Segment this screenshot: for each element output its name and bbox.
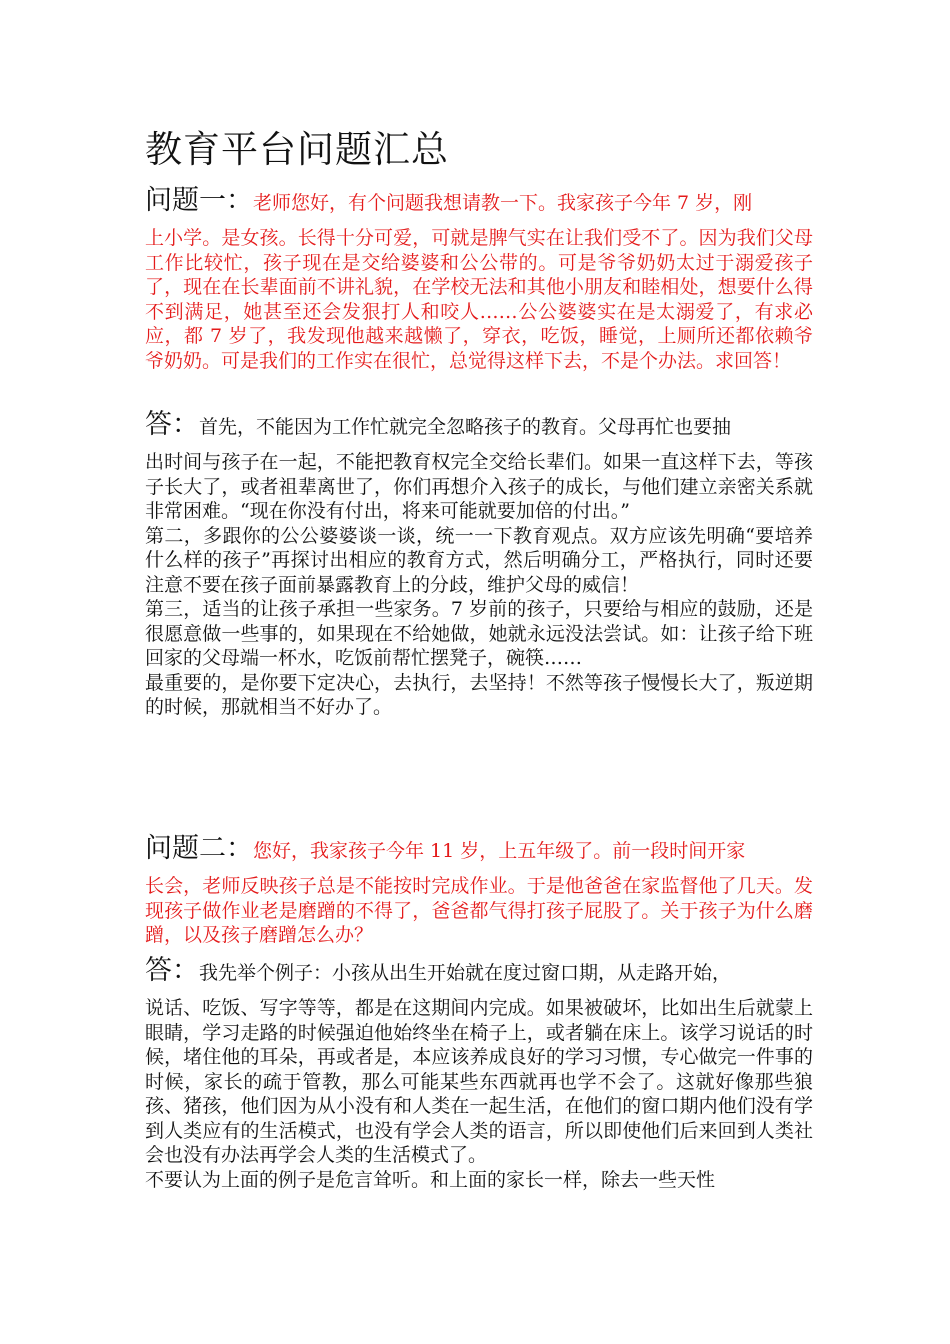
question-1-lead-text: 老师您好，有个问题我想请教一下。我家孩子今年 7 岁，刚 [253, 192, 753, 214]
question-1-label: 问题一： [145, 185, 253, 216]
answer-2-lead-text: 我先举个例子：小孩从出生开始就在度过窗口期，从走路开始， [199, 962, 732, 984]
page-title: 教育平台问题汇总 [145, 128, 449, 171]
question-2 [145, 834, 813, 948]
answer-1-lead-text: 首先，不能因为工作忙就完全忽略孩子的教育。父母再忙也要抽 [199, 416, 732, 438]
answer-2-paragraph: 说话、吃饭、写字等等，都是在这期间内完成。如果被破坏，比如出生后就蒙上眼睛，学习走路的时候强迫他始终坐在椅子上，或者躺在床上。该学习说话的时候，堵住他的耳朵，再或者是，本应该养成良好的学习习惯，专心做完一件事的时候，家长的疏于管教，那么可能某些东西就再也学不会了。这就好像那些狼孩、猪孩，他们因为从小没有和人类在一起生活，在他们的窗口期内他们没有学到人类应有的生活模式，也没有学会人类的语言，所以即使他们后来回到人类社会也没有办法再学会人类的生活模式了。 [145, 997, 813, 1166]
answer-2 [145, 956, 813, 1192]
question-2-lead-text: 您好，我家孩子今年 11 岁，上五年级了。前一段时间开家 [253, 840, 746, 862]
question-2-label: 问题二： [145, 833, 253, 864]
question-1-lead [145, 186, 813, 218]
answer-1-paragraph: 第二，多跟你的公公婆婆谈一谈，统一一下教育观点。双方应该先明确“要培养什么样的孩子”再探讨出相应的教育方式，然后明确分工，严格执行，同时还要注意不要在孩子面前暴露教育上的分歧，维护父母的威信！ [145, 524, 813, 596]
answer-1-paragraph: 最重要的，是你要下定决心，去执行，去坚持！不然等孩子慢慢长大了，叛逆期的时候，那就相当不好办了。 [145, 671, 813, 718]
answer-1-paragraph: 第三，适当的让孩子承担一些家务。7 岁前的孩子，只要给与相应的鼓励，还是很愿意做一些事的，如果现在不给她做，她就永远没法尝试。如：让孩子给下班回家的父母端一杯水，吃饭前帮忙摆凳子，碗筷…… [145, 598, 813, 669]
question-1 [145, 186, 813, 373]
answer-2-paragraph: 不要认为上面的例子是危言耸听。和上面的家长一样，除去一些天性 [145, 1168, 716, 1191]
question-2-body: 长会，老师反映孩子总是不能按时完成作业。于是他爸爸在家监督他了几天。发现孩子做作业老是磨蹭的不得了，爸爸都气得打孩子屁股了。关于孩子为什么磨蹭，以及孩子磨蹭怎么办？ [145, 875, 813, 946]
answer-2-lead [145, 956, 813, 988]
answer-1-lead [145, 410, 813, 442]
answer-2-label: 答： [145, 955, 199, 986]
answer-1-label: 答： [145, 409, 199, 440]
question-1-body: 上小学。是女孩。长得十分可爱，可就是脾气实在让我们受不了。因为我们父母工作比较忙，孩子现在是交给婆婆和公公带的。可是爷爷奶奶太过于溺爱孩子了，现在在长辈面前不讲礼貌，在学校无法和其他小朋友和睦相处，想要什么得不到满足，她甚至还会发狠打人和咬人……公公婆婆实在是太溺爱了，有求必应，都 7 岁了，我发现他越来越懒了，穿衣，吃饭，睡觉，上厕所还都依赖爷爷奶奶。可是我们的工作实在很忙，总觉得这样下去，不是个办法。求回答！ [145, 227, 813, 372]
question-2-lead [145, 834, 813, 866]
answer-1-paragraph: 出时间与孩子在一起，不能把教育权完全交给长辈们。如果一直这样下去，等孩子长大了，或者祖辈离世了，你们再想介入孩子的成长，与他们建立亲密关系就非常困难。“现在你没有付出，将来可能就要加倍的付出。” [145, 451, 813, 522]
answer-1 [145, 410, 813, 720]
